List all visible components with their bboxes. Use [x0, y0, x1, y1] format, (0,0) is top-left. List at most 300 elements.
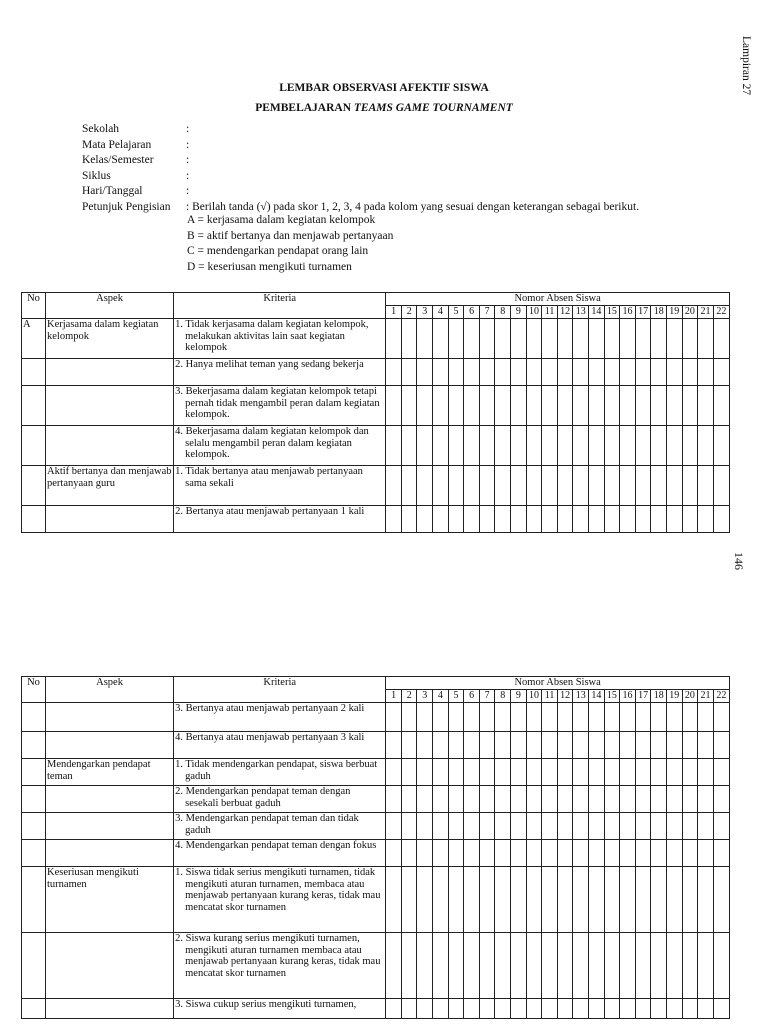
score-cell[interactable] [526, 426, 542, 466]
score-cell[interactable] [448, 319, 464, 359]
score-cell[interactable] [651, 999, 667, 1019]
score-cell[interactable] [651, 319, 667, 359]
score-cell[interactable] [604, 840, 620, 867]
score-cell[interactable] [386, 840, 402, 867]
score-cell[interactable] [651, 732, 667, 759]
score-cell[interactable] [651, 867, 667, 933]
score-cell[interactable] [666, 933, 682, 999]
score-cell[interactable] [682, 999, 698, 1019]
score-cell[interactable] [620, 466, 636, 506]
score-cell[interactable] [542, 359, 558, 386]
score-cell[interactable] [620, 319, 636, 359]
score-cell[interactable] [448, 933, 464, 999]
score-cell[interactable] [448, 359, 464, 386]
score-cell[interactable] [604, 466, 620, 506]
score-cell[interactable] [464, 813, 480, 840]
score-cell[interactable] [479, 703, 495, 732]
score-cell[interactable] [495, 999, 511, 1019]
score-cell[interactable] [589, 506, 605, 533]
score-cell[interactable] [479, 840, 495, 867]
score-cell[interactable] [589, 466, 605, 506]
score-cell[interactable] [698, 999, 714, 1019]
score-cell[interactable] [713, 386, 729, 426]
score-cell[interactable] [604, 999, 620, 1019]
score-cell[interactable] [604, 813, 620, 840]
score-cell[interactable] [698, 933, 714, 999]
score-cell[interactable] [620, 999, 636, 1019]
score-cell[interactable] [448, 813, 464, 840]
score-cell[interactable] [417, 703, 433, 732]
score-cell[interactable] [542, 319, 558, 359]
score-cell[interactable] [557, 359, 573, 386]
score-cell[interactable] [417, 933, 433, 999]
score-cell[interactable] [542, 466, 558, 506]
score-cell[interactable] [511, 359, 527, 386]
score-cell[interactable] [589, 759, 605, 786]
score-cell[interactable] [479, 466, 495, 506]
score-cell[interactable] [433, 999, 449, 1019]
score-cell[interactable] [557, 840, 573, 867]
score-cell[interactable] [511, 426, 527, 466]
score-cell[interactable] [573, 732, 589, 759]
score-cell[interactable] [526, 703, 542, 732]
score-cell[interactable] [682, 466, 698, 506]
score-cell[interactable] [511, 786, 527, 813]
score-cell[interactable] [635, 319, 651, 359]
score-cell[interactable] [682, 386, 698, 426]
score-cell[interactable] [479, 999, 495, 1019]
score-cell[interactable] [464, 759, 480, 786]
score-cell[interactable] [479, 933, 495, 999]
score-cell[interactable] [682, 506, 698, 533]
score-cell[interactable] [433, 813, 449, 840]
score-cell[interactable] [495, 759, 511, 786]
score-cell[interactable] [479, 813, 495, 840]
score-cell[interactable] [698, 703, 714, 732]
score-cell[interactable] [448, 840, 464, 867]
score-cell[interactable] [526, 999, 542, 1019]
score-cell[interactable] [651, 703, 667, 732]
score-cell[interactable] [666, 867, 682, 933]
score-cell[interactable] [666, 466, 682, 506]
score-cell[interactable] [620, 840, 636, 867]
score-cell[interactable] [433, 359, 449, 386]
score-cell[interactable] [386, 426, 402, 466]
score-cell[interactable] [386, 386, 402, 426]
score-cell[interactable] [401, 732, 417, 759]
score-cell[interactable] [448, 759, 464, 786]
score-cell[interactable] [464, 732, 480, 759]
score-cell[interactable] [479, 359, 495, 386]
score-cell[interactable] [682, 759, 698, 786]
score-cell[interactable] [635, 867, 651, 933]
score-cell[interactable] [511, 759, 527, 786]
score-cell[interactable] [495, 933, 511, 999]
score-cell[interactable] [635, 813, 651, 840]
score-cell[interactable] [573, 703, 589, 732]
score-cell[interactable] [386, 703, 402, 732]
score-cell[interactable] [713, 732, 729, 759]
score-cell[interactable] [666, 506, 682, 533]
score-cell[interactable] [479, 426, 495, 466]
score-cell[interactable] [542, 732, 558, 759]
score-cell[interactable] [573, 426, 589, 466]
score-cell[interactable] [651, 359, 667, 386]
score-cell[interactable] [526, 319, 542, 359]
score-cell[interactable] [604, 759, 620, 786]
score-cell[interactable] [651, 759, 667, 786]
score-cell[interactable] [401, 840, 417, 867]
score-cell[interactable] [448, 732, 464, 759]
score-cell[interactable] [682, 933, 698, 999]
score-cell[interactable] [698, 466, 714, 506]
score-cell[interactable] [511, 703, 527, 732]
score-cell[interactable] [604, 386, 620, 426]
score-cell[interactable] [495, 426, 511, 466]
score-cell[interactable] [604, 867, 620, 933]
score-cell[interactable] [417, 359, 433, 386]
score-cell[interactable] [495, 813, 511, 840]
score-cell[interactable] [573, 813, 589, 840]
score-cell[interactable] [682, 319, 698, 359]
score-cell[interactable] [464, 319, 480, 359]
score-cell[interactable] [713, 426, 729, 466]
score-cell[interactable] [479, 759, 495, 786]
score-cell[interactable] [589, 359, 605, 386]
score-cell[interactable] [448, 386, 464, 426]
score-cell[interactable] [511, 732, 527, 759]
score-cell[interactable] [417, 319, 433, 359]
score-cell[interactable] [666, 759, 682, 786]
score-cell[interactable] [651, 786, 667, 813]
score-cell[interactable] [557, 703, 573, 732]
score-cell[interactable] [620, 786, 636, 813]
score-cell[interactable] [542, 426, 558, 466]
score-cell[interactable] [557, 759, 573, 786]
score-cell[interactable] [713, 867, 729, 933]
score-cell[interactable] [417, 999, 433, 1019]
score-cell[interactable] [635, 732, 651, 759]
score-cell[interactable] [589, 732, 605, 759]
score-cell[interactable] [542, 786, 558, 813]
score-cell[interactable] [401, 359, 417, 386]
score-cell[interactable] [526, 759, 542, 786]
score-cell[interactable] [635, 703, 651, 732]
score-cell[interactable] [464, 506, 480, 533]
score-cell[interactable] [511, 466, 527, 506]
score-cell[interactable] [651, 466, 667, 506]
score-cell[interactable] [635, 386, 651, 426]
score-cell[interactable] [464, 840, 480, 867]
score-cell[interactable] [620, 426, 636, 466]
score-cell[interactable] [511, 999, 527, 1019]
score-cell[interactable] [573, 840, 589, 867]
score-cell[interactable] [479, 786, 495, 813]
score-cell[interactable] [698, 359, 714, 386]
score-cell[interactable] [417, 732, 433, 759]
score-cell[interactable] [511, 813, 527, 840]
score-cell[interactable] [417, 867, 433, 933]
score-cell[interactable] [573, 867, 589, 933]
score-cell[interactable] [511, 840, 527, 867]
score-cell[interactable] [417, 759, 433, 786]
score-cell[interactable] [573, 759, 589, 786]
score-cell[interactable] [495, 840, 511, 867]
score-cell[interactable] [698, 506, 714, 533]
score-cell[interactable] [589, 319, 605, 359]
score-cell[interactable] [651, 506, 667, 533]
score-cell[interactable] [573, 933, 589, 999]
score-cell[interactable] [417, 426, 433, 466]
score-cell[interactable] [417, 386, 433, 426]
score-cell[interactable] [417, 506, 433, 533]
score-cell[interactable] [620, 933, 636, 999]
score-cell[interactable] [557, 933, 573, 999]
score-cell[interactable] [573, 786, 589, 813]
score-cell[interactable] [386, 813, 402, 840]
score-cell[interactable] [666, 813, 682, 840]
score-cell[interactable] [526, 506, 542, 533]
score-cell[interactable] [635, 466, 651, 506]
score-cell[interactable] [542, 999, 558, 1019]
score-cell[interactable] [417, 466, 433, 506]
score-cell[interactable] [526, 732, 542, 759]
score-cell[interactable] [557, 732, 573, 759]
score-cell[interactable] [713, 999, 729, 1019]
score-cell[interactable] [589, 426, 605, 466]
score-cell[interactable] [495, 703, 511, 732]
score-cell[interactable] [495, 386, 511, 426]
score-cell[interactable] [417, 786, 433, 813]
score-cell[interactable] [604, 319, 620, 359]
score-cell[interactable] [713, 759, 729, 786]
score-cell[interactable] [682, 359, 698, 386]
score-cell[interactable] [386, 732, 402, 759]
score-cell[interactable] [651, 386, 667, 426]
score-cell[interactable] [698, 759, 714, 786]
score-cell[interactable] [386, 506, 402, 533]
score-cell[interactable] [713, 786, 729, 813]
score-cell[interactable] [698, 813, 714, 840]
score-cell[interactable] [401, 703, 417, 732]
score-cell[interactable] [464, 867, 480, 933]
score-cell[interactable] [433, 933, 449, 999]
score-cell[interactable] [589, 703, 605, 732]
score-cell[interactable] [557, 786, 573, 813]
score-cell[interactable] [651, 426, 667, 466]
score-cell[interactable] [417, 813, 433, 840]
score-cell[interactable] [573, 359, 589, 386]
score-cell[interactable] [433, 786, 449, 813]
score-cell[interactable] [448, 786, 464, 813]
score-cell[interactable] [526, 813, 542, 840]
score-cell[interactable] [604, 506, 620, 533]
score-cell[interactable] [495, 867, 511, 933]
score-cell[interactable] [635, 359, 651, 386]
score-cell[interactable] [698, 867, 714, 933]
score-cell[interactable] [620, 759, 636, 786]
score-cell[interactable] [589, 933, 605, 999]
score-cell[interactable] [511, 386, 527, 426]
score-cell[interactable] [682, 813, 698, 840]
score-cell[interactable] [386, 867, 402, 933]
score-cell[interactable] [589, 840, 605, 867]
score-cell[interactable] [635, 759, 651, 786]
score-cell[interactable] [433, 867, 449, 933]
score-cell[interactable] [589, 813, 605, 840]
score-cell[interactable] [620, 386, 636, 426]
score-cell[interactable] [573, 506, 589, 533]
score-cell[interactable] [526, 386, 542, 426]
score-cell[interactable] [464, 786, 480, 813]
score-cell[interactable] [713, 319, 729, 359]
score-cell[interactable] [433, 386, 449, 426]
score-cell[interactable] [557, 386, 573, 426]
score-cell[interactable] [433, 703, 449, 732]
score-cell[interactable] [557, 813, 573, 840]
score-cell[interactable] [526, 933, 542, 999]
score-cell[interactable] [573, 386, 589, 426]
score-cell[interactable] [386, 359, 402, 386]
score-cell[interactable] [651, 840, 667, 867]
score-cell[interactable] [573, 319, 589, 359]
score-cell[interactable] [401, 999, 417, 1019]
score-cell[interactable] [589, 786, 605, 813]
score-cell[interactable] [666, 703, 682, 732]
score-cell[interactable] [682, 426, 698, 466]
score-cell[interactable] [666, 319, 682, 359]
score-cell[interactable] [433, 506, 449, 533]
score-cell[interactable] [386, 466, 402, 506]
score-cell[interactable] [620, 732, 636, 759]
score-cell[interactable] [666, 426, 682, 466]
score-cell[interactable] [666, 786, 682, 813]
score-cell[interactable] [666, 999, 682, 1019]
score-cell[interactable] [620, 867, 636, 933]
score-cell[interactable] [479, 867, 495, 933]
score-cell[interactable] [479, 319, 495, 359]
score-cell[interactable] [635, 933, 651, 999]
score-cell[interactable] [448, 999, 464, 1019]
score-cell[interactable] [682, 732, 698, 759]
score-cell[interactable] [542, 506, 558, 533]
score-cell[interactable] [713, 359, 729, 386]
score-cell[interactable] [557, 319, 573, 359]
score-cell[interactable] [589, 999, 605, 1019]
score-cell[interactable] [620, 703, 636, 732]
score-cell[interactable] [401, 319, 417, 359]
score-cell[interactable] [604, 933, 620, 999]
score-cell[interactable] [666, 840, 682, 867]
score-cell[interactable] [401, 867, 417, 933]
score-cell[interactable] [604, 426, 620, 466]
score-cell[interactable] [682, 867, 698, 933]
score-cell[interactable] [511, 933, 527, 999]
score-cell[interactable] [557, 999, 573, 1019]
score-cell[interactable] [433, 759, 449, 786]
score-cell[interactable] [589, 867, 605, 933]
score-cell[interactable] [635, 999, 651, 1019]
score-cell[interactable] [448, 426, 464, 466]
score-cell[interactable] [464, 703, 480, 732]
score-cell[interactable] [698, 386, 714, 426]
score-cell[interactable] [542, 386, 558, 426]
score-cell[interactable] [386, 319, 402, 359]
score-cell[interactable] [479, 732, 495, 759]
score-cell[interactable] [589, 386, 605, 426]
score-cell[interactable] [635, 840, 651, 867]
score-cell[interactable] [495, 359, 511, 386]
score-cell[interactable] [386, 786, 402, 813]
score-cell[interactable] [511, 506, 527, 533]
score-cell[interactable] [448, 703, 464, 732]
score-cell[interactable] [713, 813, 729, 840]
score-cell[interactable] [557, 867, 573, 933]
score-cell[interactable] [401, 813, 417, 840]
score-cell[interactable] [666, 732, 682, 759]
score-cell[interactable] [526, 466, 542, 506]
score-cell[interactable] [433, 732, 449, 759]
score-cell[interactable] [542, 759, 558, 786]
score-cell[interactable] [557, 466, 573, 506]
score-cell[interactable] [713, 933, 729, 999]
score-cell[interactable] [526, 786, 542, 813]
score-cell[interactable] [401, 426, 417, 466]
score-cell[interactable] [401, 759, 417, 786]
score-cell[interactable] [448, 867, 464, 933]
score-cell[interactable] [464, 999, 480, 1019]
score-cell[interactable] [620, 506, 636, 533]
score-cell[interactable] [448, 506, 464, 533]
score-cell[interactable] [433, 426, 449, 466]
score-cell[interactable] [542, 933, 558, 999]
score-cell[interactable] [526, 840, 542, 867]
score-cell[interactable] [433, 840, 449, 867]
score-cell[interactable] [464, 426, 480, 466]
score-cell[interactable] [495, 506, 511, 533]
score-cell[interactable] [495, 319, 511, 359]
score-cell[interactable] [635, 426, 651, 466]
score-cell[interactable] [433, 466, 449, 506]
score-cell[interactable] [682, 703, 698, 732]
score-cell[interactable] [464, 466, 480, 506]
score-cell[interactable] [698, 732, 714, 759]
score-cell[interactable] [698, 319, 714, 359]
score-cell[interactable] [433, 319, 449, 359]
score-cell[interactable] [479, 506, 495, 533]
score-cell[interactable] [401, 506, 417, 533]
score-cell[interactable] [713, 703, 729, 732]
score-cell[interactable] [620, 813, 636, 840]
score-cell[interactable] [511, 319, 527, 359]
score-cell[interactable] [401, 933, 417, 999]
score-cell[interactable] [635, 786, 651, 813]
score-cell[interactable] [698, 786, 714, 813]
score-cell[interactable] [604, 732, 620, 759]
score-cell[interactable] [713, 466, 729, 506]
score-cell[interactable] [698, 840, 714, 867]
score-cell[interactable] [713, 506, 729, 533]
score-cell[interactable] [386, 999, 402, 1019]
score-cell[interactable] [698, 426, 714, 466]
score-cell[interactable] [557, 426, 573, 466]
score-cell[interactable] [666, 359, 682, 386]
score-cell[interactable] [464, 386, 480, 426]
score-cell[interactable] [682, 840, 698, 867]
score-cell[interactable] [495, 732, 511, 759]
score-cell[interactable] [386, 933, 402, 999]
score-cell[interactable] [651, 933, 667, 999]
